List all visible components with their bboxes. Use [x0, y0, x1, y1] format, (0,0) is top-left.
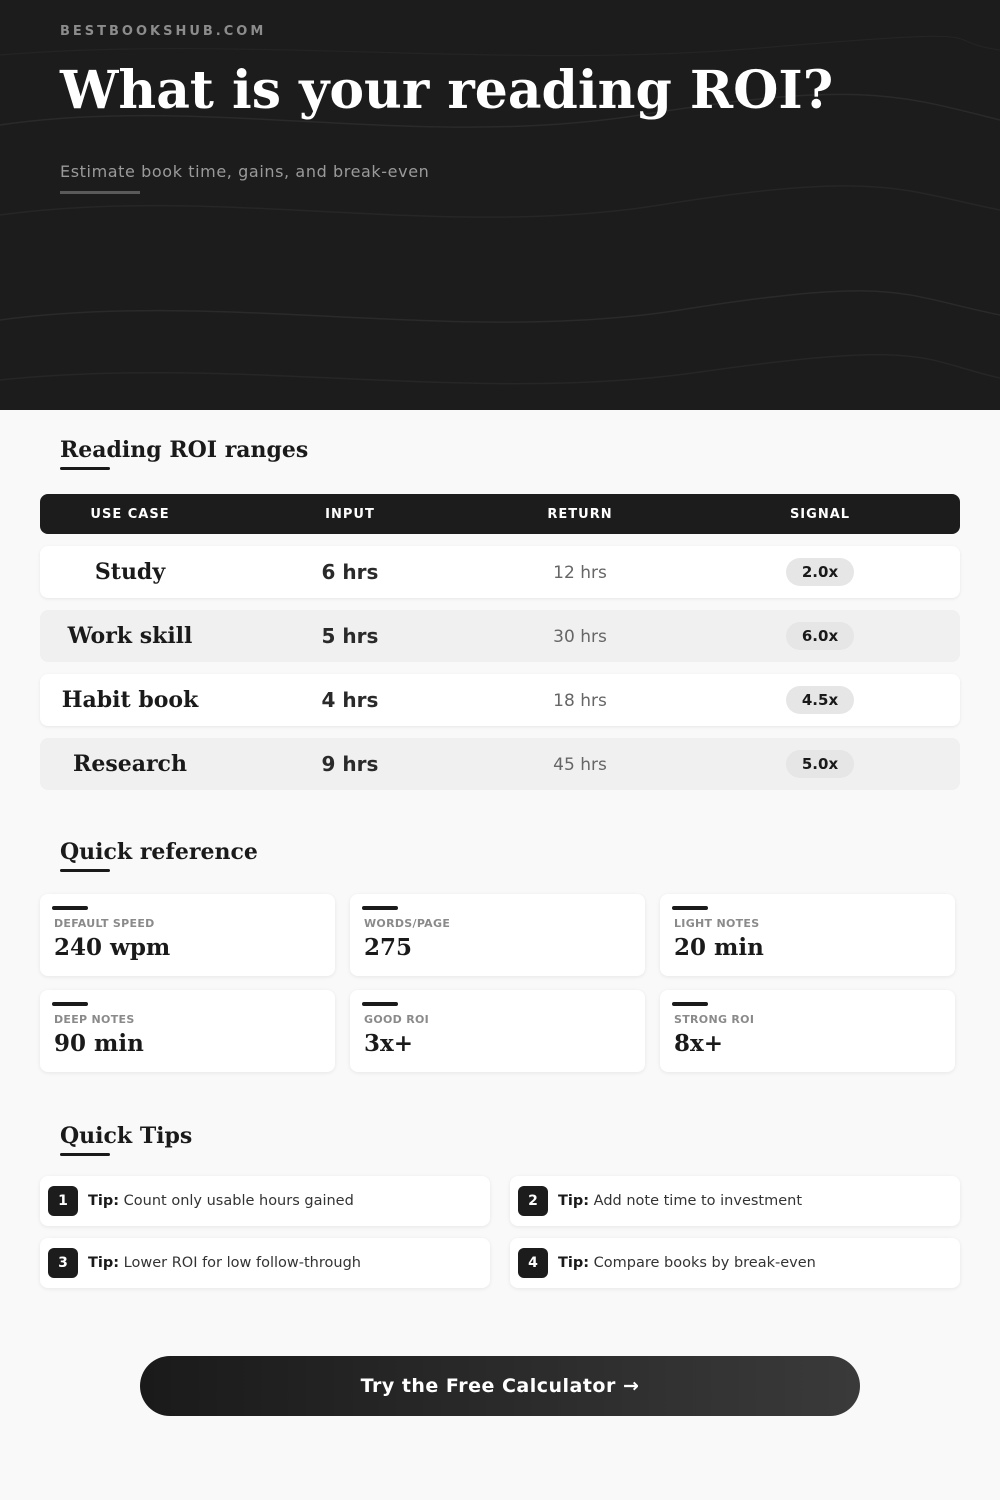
tip-number-badge: 3: [48, 1248, 78, 1278]
column-header-return: RETURN: [547, 507, 613, 522]
signal-cell: [786, 546, 854, 598]
card-accent-bar: [52, 1002, 88, 1006]
reference-section-title: Quick reference: [60, 839, 258, 865]
card-accent-bar: [672, 1002, 708, 1006]
tip-item: [40, 1238, 490, 1288]
tip-body: Lower ROI for low follow-through: [123, 1255, 361, 1271]
card-accent-bar: [362, 1002, 398, 1006]
reference-card: [40, 990, 335, 1072]
tip-number-badge: 4: [518, 1248, 548, 1278]
tip-text: [558, 1238, 816, 1288]
reference-card: [350, 990, 645, 1072]
column-header-signal: SIGNAL: [789, 507, 851, 522]
card-value: 8x+: [674, 1030, 723, 1057]
card-value: 240 wpm: [54, 934, 171, 961]
return-cell: 12 hrs: [553, 563, 607, 583]
signal-cell: [786, 610, 854, 662]
card-label: STRONG ROI: [674, 1013, 755, 1026]
use-case-cell: Research: [73, 751, 187, 777]
tip-prefix: Tip:: [88, 1255, 120, 1271]
column-header-input: INPUT: [325, 507, 375, 522]
reference-section-underline: [60, 869, 110, 872]
tip-item: [510, 1238, 960, 1288]
tips-section-underline: [60, 1153, 110, 1156]
card-value: 3x+: [364, 1030, 413, 1057]
tip-body: Add note time to investment: [593, 1193, 803, 1209]
input-cell: 4 hrs: [321, 688, 379, 712]
card-label: WORDS/PAGE: [364, 917, 451, 930]
card-label: GOOD ROI: [364, 1013, 430, 1026]
table-row: [40, 738, 960, 790]
reference-card: [350, 894, 645, 976]
roi-section-underline: [60, 467, 110, 470]
reference-card: [40, 894, 335, 976]
tip-text: [88, 1176, 354, 1226]
page-subtitle: Estimate book time, gains, and break-even: [60, 162, 430, 181]
signal-cell: [786, 674, 854, 726]
signal-badge: 2.0x: [786, 558, 854, 586]
tip-prefix: Tip:: [558, 1255, 590, 1271]
hero-banner: [0, 0, 1000, 410]
tip-text: [88, 1238, 361, 1288]
use-case-cell: Study: [94, 559, 166, 585]
card-label: DEEP NOTES: [54, 1013, 135, 1026]
signal-badge: 4.5x: [786, 686, 854, 714]
table-row: [40, 610, 960, 662]
signal-badge: 6.0x: [786, 622, 854, 650]
card-value: 275: [364, 934, 413, 961]
signal-badge: 5.0x: [786, 750, 854, 778]
card-label: LIGHT NOTES: [674, 917, 760, 930]
card-accent-bar: [672, 906, 708, 910]
subtitle-underline: [60, 191, 140, 194]
card-value: 90 min: [54, 1030, 144, 1057]
tip-body: Count only usable hours gained: [123, 1193, 354, 1209]
card-value: 20 min: [674, 934, 764, 961]
tip-text: [558, 1176, 802, 1226]
table-row: [40, 674, 960, 726]
return-cell: 30 hrs: [553, 627, 607, 647]
input-cell: 9 hrs: [321, 752, 379, 776]
card-accent-bar: [52, 906, 88, 910]
reference-card: [660, 990, 955, 1072]
reference-card: [660, 894, 955, 976]
page-title: What is your reading ROI?: [60, 60, 834, 121]
tip-item: [510, 1176, 960, 1226]
tip-body: Compare books by break-even: [593, 1255, 816, 1271]
use-case-cell: Habit book: [61, 687, 199, 713]
site-name[interactable]: BESTBOOKSHUB.COM: [60, 24, 267, 39]
roi-section-title: Reading ROI ranges: [60, 437, 309, 463]
tip-prefix: Tip:: [558, 1193, 590, 1209]
tip-number-badge: 2: [518, 1186, 548, 1216]
try-calculator-button[interactable]: Try the Free Calculator →: [140, 1356, 860, 1416]
tip-number-badge: 1: [48, 1186, 78, 1216]
tips-section-title: Quick Tips: [60, 1123, 193, 1149]
use-case-cell: Work skill: [67, 623, 193, 649]
return-cell: 18 hrs: [553, 691, 607, 711]
tip-prefix: Tip:: [88, 1193, 120, 1209]
roi-table-header: [40, 494, 960, 534]
tip-item: [40, 1176, 490, 1226]
input-cell: 6 hrs: [321, 560, 379, 584]
return-cell: 45 hrs: [553, 755, 607, 775]
table-row: [40, 546, 960, 598]
column-header-use-case: USE CASE: [90, 507, 170, 522]
card-label: DEFAULT SPEED: [54, 917, 155, 930]
signal-cell: [786, 738, 854, 790]
input-cell: 5 hrs: [321, 624, 379, 648]
card-accent-bar: [362, 906, 398, 910]
